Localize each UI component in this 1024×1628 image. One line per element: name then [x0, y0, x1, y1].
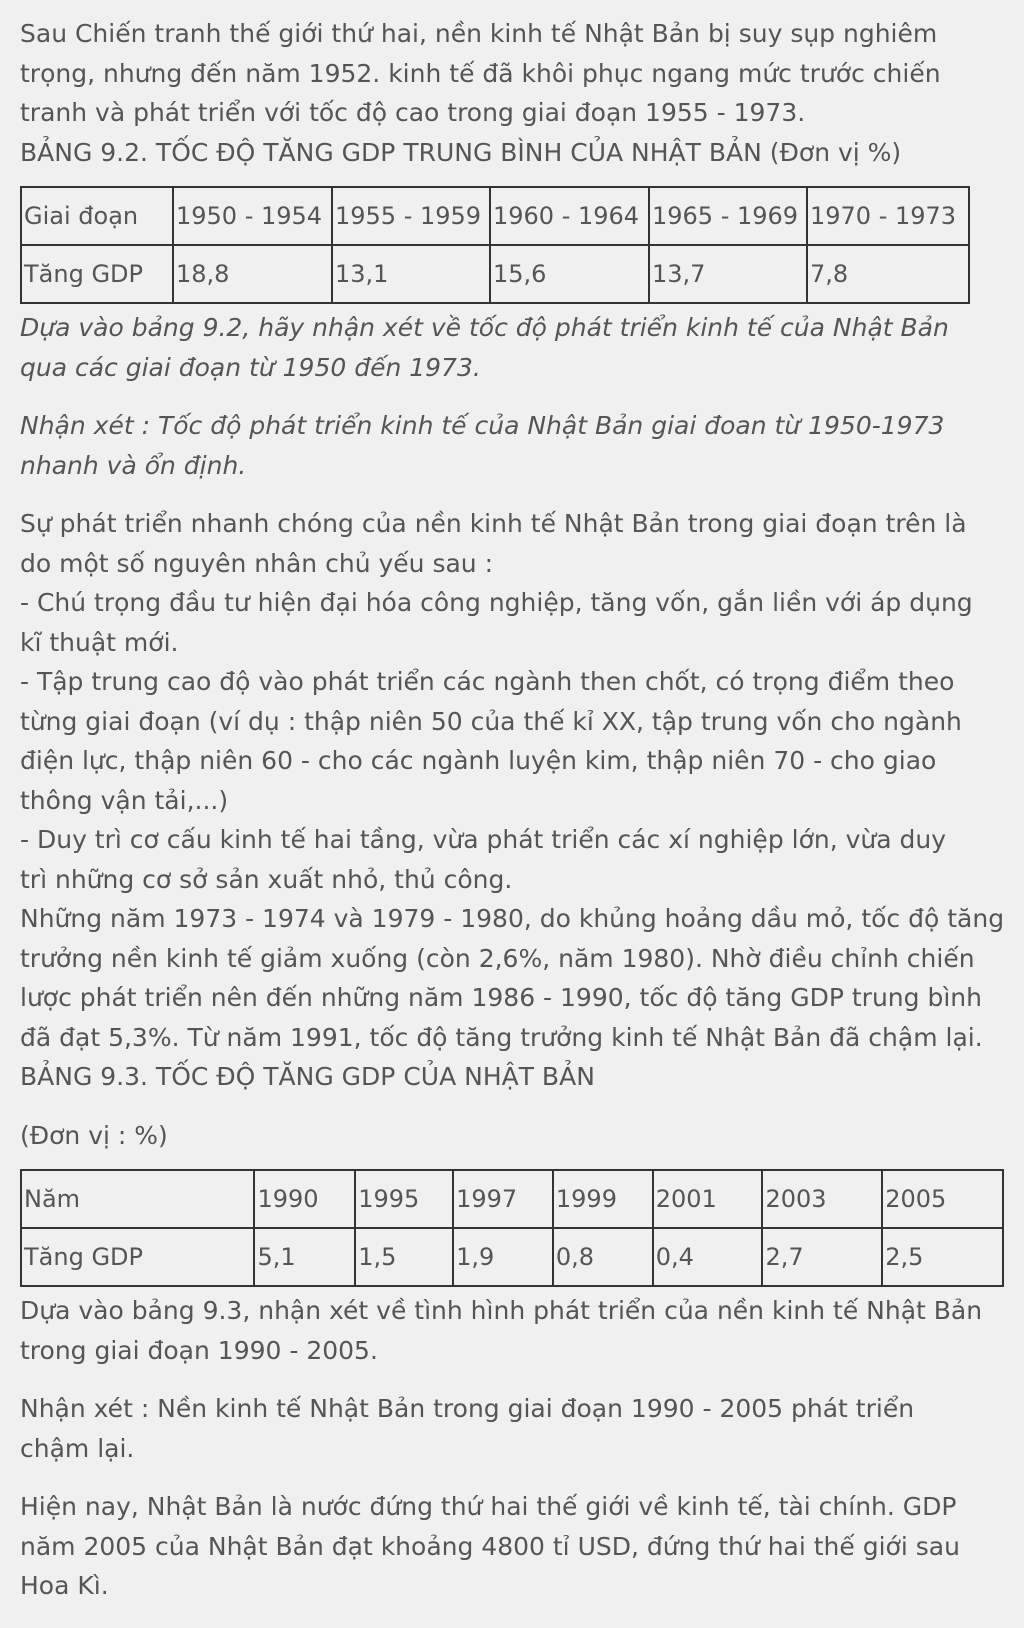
table-cell: 1955 - 1959 [332, 187, 490, 245]
table-cell: 1970 - 1973 [807, 187, 969, 245]
table-cell: 2,7 [762, 1228, 882, 1286]
text-line: Những năm 1973 - 1974 và 1979 - 1980, do khủng hoảng dầu mỏ, tốc độ tăng [20, 904, 1005, 933]
text-line: - Tập trung cao độ vào phát triển các ngành then chốt, có trọng điểm theo [20, 667, 955, 696]
answer-9-2 [20, 406, 1004, 485]
table-cell: 1960 - 1964 [490, 187, 649, 245]
table-cell: 18,8 [173, 245, 332, 303]
table-cell: 2003 [762, 1170, 882, 1228]
text-line: kĩ thuật mới. [20, 627, 179, 657]
text-line: trọng, nhưng đến năm 1952. kinh tế đã khôi phục ngang mức trước chiến [20, 58, 941, 88]
text-line: - Duy trì cơ cấu kinh tế hai tầng, vừa phát triển các xí nghiệp lớn, vừa duy [20, 825, 947, 854]
text-line: lược phát triển nên đến những năm 1986 - 1990, tốc độ tăng GDP trung bình [20, 983, 982, 1012]
text-line: thông vận tải,...) [20, 785, 229, 815]
table-cell: 2,5 [882, 1228, 1003, 1286]
text-line: chậm lại. [20, 1433, 135, 1463]
table-cell: 0,4 [653, 1228, 763, 1286]
text-line: đã đạt 5,3%. Từ năm 1991, tốc độ tăng trưởng kinh tế Nhật Bản đã chậm lại. [20, 1022, 983, 1052]
table-cell: 5,1 [254, 1228, 355, 1286]
table-cell: 2001 [653, 1170, 763, 1228]
text-line: do một số nguyên nhân chủ yếu sau : [20, 548, 494, 578]
table-cell: 1,9 [453, 1228, 553, 1286]
closing-paragraph [20, 1487, 1004, 1606]
text-line: Dựa vào bảng 9.3, nhận xét về tình hình phát triển của nền kinh tế Nhật Bản [20, 1296, 983, 1325]
answer-9-3 [20, 1389, 1004, 1468]
table-cell: 1,5 [355, 1228, 453, 1286]
table-cell: 1965 - 1969 [649, 187, 807, 245]
table-cell: Năm [21, 1170, 254, 1228]
table-9-3 [20, 1169, 1004, 1287]
text-line: trong giai đoạn 1990 - 2005. [20, 1335, 378, 1365]
text-line: Hiện nay, Nhật Bản là nước đứng thứ hai thế giới về kinh tế, tài chính. GDP [20, 1492, 957, 1521]
table-9-3-unit: (Đơn vị : %) [20, 1120, 168, 1150]
text-line: - Chú trọng đầu tư hiện đại hóa công nghiệp, tăng vốn, gắn liền với áp dụng [20, 588, 973, 617]
text-line: qua các giai đoạn từ 1950 đến 1973. [20, 352, 481, 382]
text-line: trưởng nền kinh tế giảm xuống (còn 2,6%, năm 1980). Nhờ điều chỉnh chiến [20, 943, 975, 973]
text-line: điện lực, thập niên 60 - cho các ngành luyện kim, thập niên 70 - cho giao [20, 746, 937, 775]
text-line: Hoa Kì. [20, 1571, 109, 1600]
table-header-row [21, 187, 969, 245]
question-9-3 [20, 1291, 1004, 1370]
text-line: Sự phát triển nhanh chóng của nền kinh tế Nhật Bản trong giai đoạn trên là [20, 509, 967, 538]
body-paragraph [20, 504, 1004, 1097]
table-cell: 7,8 [807, 245, 969, 303]
table-cell: 15,6 [490, 245, 649, 303]
table-row [21, 245, 969, 303]
table-cell: 1999 [553, 1170, 653, 1228]
intro-paragraph [20, 14, 1004, 172]
text-line: Sau Chiến tranh thế giới thứ hai, nền kinh tế Nhật Bản bị suy sụp nghiêm [20, 19, 938, 48]
table-cell: 13,7 [649, 245, 807, 303]
table-cell: Giai đoạn [21, 187, 173, 245]
question-9-2 [20, 308, 1004, 387]
text-line: trì những cơ sở sản xuất nhỏ, thủ công. [20, 864, 513, 894]
table-row [21, 1228, 1003, 1286]
table-cell: 13,1 [332, 245, 490, 303]
table-9-2-caption: BẢNG 9.2. TỐC ĐỘ TĂNG GDP TRUNG BÌNH CỦA NHẬT BẢN (Đơn vị %) [20, 137, 902, 167]
text-line: năm 2005 của Nhật Bản đạt khoảng 4800 tỉ USD, đứng thứ hai thế giới sau [20, 1531, 960, 1561]
table-header-row [21, 1170, 1003, 1228]
table-cell: Tăng GDP [21, 1228, 254, 1286]
text-line: tranh và phát triển với tốc độ cao trong giai đoạn 1955 - 1973. [20, 98, 806, 127]
text-line: Dựa vào bảng 9.2, hãy nhận xét về tốc độ phát triển kinh tế của Nhật Bản [20, 313, 949, 342]
table-cell: 1997 [453, 1170, 553, 1228]
table-cell: 1950 - 1954 [173, 187, 332, 245]
table-9-2 [20, 186, 970, 304]
text-line: Nhận xét : Tốc độ phát triển kinh tế của Nhật Bản giai đoan từ 1950-1973 [20, 411, 945, 440]
text-line: nhanh và ổn định. [20, 450, 247, 480]
table-cell: 2005 [882, 1170, 1003, 1228]
table-9-3-caption: BẢNG 9.3. TỐC ĐỘ TĂNG GDP CỦA NHẬT BẢN [20, 1062, 595, 1091]
text-line: từng giai đoạn (ví dụ : thập niên 50 của thế kỉ XX, tập trung vốn cho ngành [20, 706, 962, 736]
table-cell: 1990 [254, 1170, 355, 1228]
text-line: Nhận xét : Nền kinh tế Nhật Bản trong giai đoạn 1990 - 2005 phát triển [20, 1394, 915, 1423]
table-cell: 1995 [355, 1170, 453, 1228]
table-cell: 0,8 [553, 1228, 653, 1286]
table-cell: Tăng GDP [21, 245, 173, 303]
